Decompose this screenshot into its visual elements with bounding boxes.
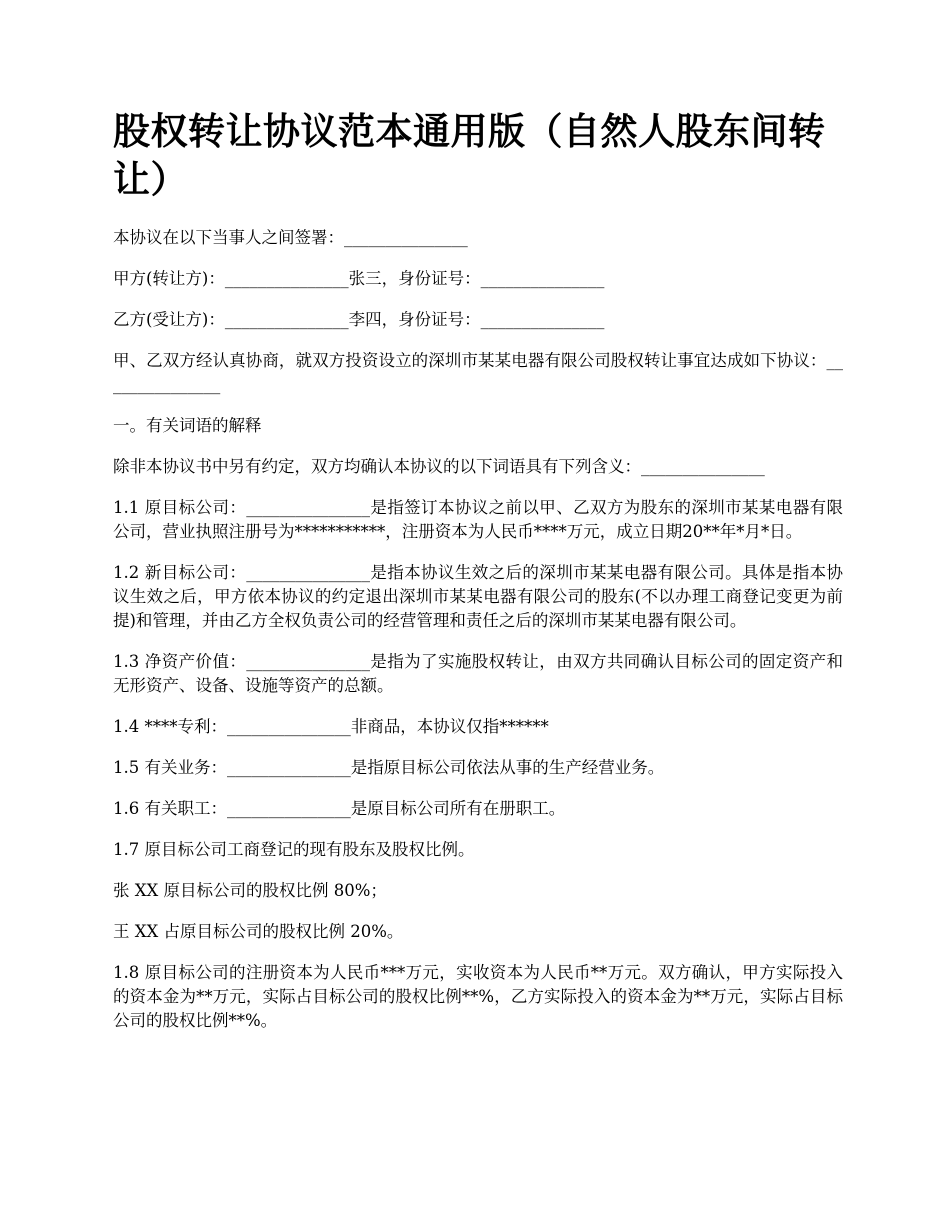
clause-1-6: 1.6 有关职工：_______________是原目标公司所有在册职工。 — [113, 799, 566, 818]
intro-paragraph: 本协议在以下当事人之间签署：_______________ — [113, 228, 468, 247]
section-heading: 一。有关词语的解释 — [113, 416, 262, 435]
shareholder-wang: 王 XX 占原目标公司的股权比例 20%。 — [113, 922, 404, 941]
clause-1-2: 1.2 新目标公司：_______________是指本协议生效之后的深圳市某某电器有限公司。具体是指本协议生效之后，甲方依本协议的约定退出深圳市某某电器有限公司的股东(不以办理工商登记变更为前提)和管理，并由乙方全权负责公司的经营管理和责任之后的深圳市某某电器有限公司。 — [113, 563, 843, 630]
document-page — [113, 108, 843, 1050]
clause-1-3: 1.3 净资产价值：_______________是指为了实施股权转让，由双方共同确认目标公司的固定资产和无形资产、设备、设施等资产的总额。 — [113, 652, 843, 695]
clause-1-7: 1.7 原目标公司工商登记的现有股东及股权比例。 — [113, 840, 475, 859]
clause-1-1: 1.1 原目标公司：_______________是指签订本协议之前以甲、乙双方为股东的深圳市某某电器有限公司，营业执照注册号为***********，注册资本为人民币****万元，成立日期20**年*月*日。 — [113, 498, 843, 541]
definitions-intro: 除非本协议书中另有约定，双方均确认本协议的以下词语具有下列含义：_______________ — [113, 457, 765, 476]
party-b-line: 乙方(受让方)：_______________李四，身份证号：_______________ — [113, 310, 605, 329]
clause-1-8: 1.8 原目标公司的注册资本为人民币***万元，实收资本为人民币**万元。双方确认，甲方实际投入的资本金为**万元，实际占目标公司的股权比例**%，乙方实际投入的资本金为**万元，实际占目标公司的股权比例**%。 — [113, 963, 843, 1030]
shareholder-zhang: 张 XX 原目标公司的股权比例 80%； — [113, 881, 387, 900]
clause-1-5: 1.5 有关业务：_______________是指原目标公司依法从事的生产经营业务。 — [113, 758, 665, 777]
party-a-line: 甲方(转让方)：_______________张三，身份证号：_______________ — [113, 269, 605, 288]
document-title: 股权转让协议范本通用版（自然人股东间转让） — [113, 110, 826, 201]
agreement-preamble: 甲、乙双方经认真协商，就双方投资设立的深圳市某某电器有限公司股权转让事宜达成如下协议：_______________ — [113, 351, 843, 394]
clause-1-4: 1.4 ****专利：_______________非商品，本协议仅指****** — [113, 717, 549, 736]
